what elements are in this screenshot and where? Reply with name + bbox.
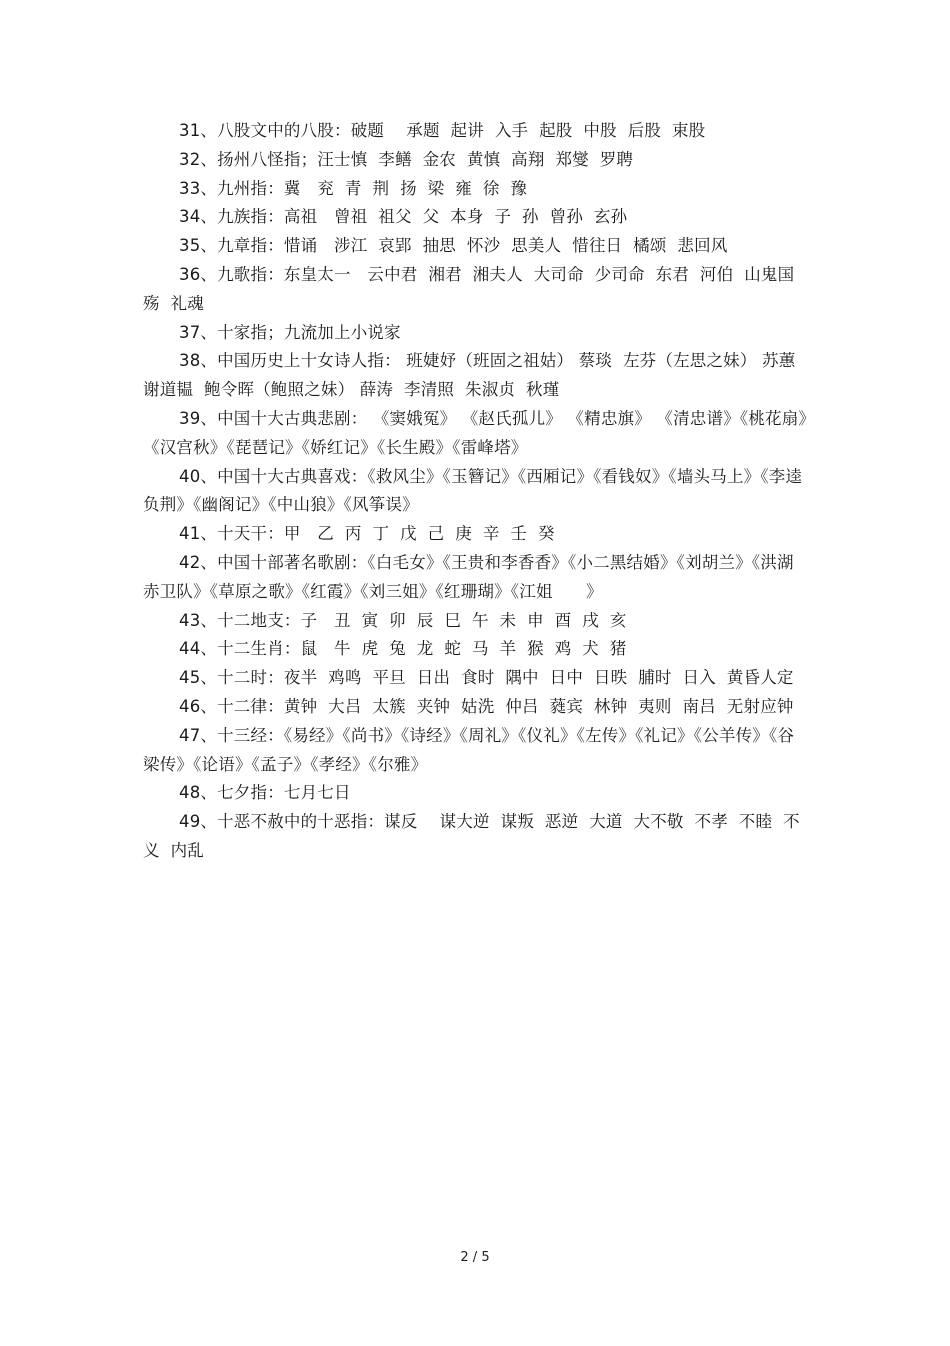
list-item: 44、十二生肖：鼠 牛 虎 兔 龙 蛇 马 羊 猴 鸡 犬 猪 <box>179 639 627 659</box>
list-item: 46、十二律：黄钟 大吕 太簇 夹钟 姑洗 仲吕 蕤宾 林钟 夷则 南吕 无射应钟 <box>179 696 794 716</box>
list-item: 48、七夕指：七月七日 <box>179 783 351 803</box>
page-number: 2 / 5 <box>460 1250 490 1265</box>
list-item: 35、九章指：惜诵 涉江 哀郢 抽思 怀沙 思美人 惜往日 橘颂 悲回风 <box>179 236 728 256</box>
list-item: 47、十三经：《易经》《尚书》《诗经》《周礼》《仪礼》《左传》《礼记》《公羊传》《谷梁传》《论语》《孟子》《孝经》《尔雅》 <box>143 725 795 774</box>
list-item: 40、中国十大古典喜戏：《救风尘》《玉簪记》《西厢记》《看钱奴》《墙头马上》《李逵负荆》《幽阁记》《中山狼》《风筝误》 <box>143 466 803 515</box>
list-item: 31、八股文中的八股：破题 承题 起讲 入手 起股 中股 后股 束股 <box>179 121 706 140</box>
list-item: 39、中国十大古典悲剧： 《窦娥冤》 《赵氏孤儿》 《精忠旗》 《清忠谱》《桃花扇》《汉宫秋》《琵琶记》《娇红记》《长生殿》《雷峰塔》 <box>143 408 807 457</box>
list-item: 43、十二地支：子 丑 寅 卯 辰 巳 午 未 申 酉 戌 亥 <box>179 610 627 630</box>
list-item: 38、中国历史上十女诗人指： 班婕妤（班固之祖姑） 蔡琰 左芬（左思之妹） 苏蕙谢道韫 鲍令晖（鲍照之妹） 薛涛 李清照 朱淑贞 秋瑾 <box>143 351 796 400</box>
list-item: 49、十恶不赦中的十恶指：谋反 谋大逆 谋叛 恶逆 大道 大不敬 不孝 不睦 不义 内乱 <box>143 812 800 860</box>
document-body <box>143 117 807 866</box>
list-item: 33、九州指：冀 兖 青 荆 扬 梁 雍 徐 豫 <box>179 178 528 198</box>
list-item: 41、十天干：甲 乙 丙 丁 戊 己 庚 辛 壬 癸 <box>179 524 555 544</box>
list-item: 37、十家指；九流加上小说家 <box>179 322 401 342</box>
list-item: 34、九族指：高祖 曾祖 祖父 父 本身 子 孙 曾孙 玄孙 <box>179 207 628 227</box>
list-item: 45、十二时：夜半 鸡鸣 平旦 日出 食时 隅中 日中 日昳 脯时 日入 黄昏人定 <box>179 668 794 688</box>
list-item: 32、扬州八怪指；汪士慎 李鳝 金农 黄慎 高翔 郑燮 罗聘 <box>179 149 634 169</box>
list-item: 36、九歌指：东皇太一 云中君 湘君 湘夫人 大司命 少司命 东君 河伯 山鬼国殇 礼魂 <box>143 264 795 313</box>
list-item: 42、中国十部著名歌剧：《白毛女》《王贵和李香香》《小二黑结婚》《刘胡兰》《洪湖赤卫队》《草原之歌》《红霞》《刘三姐》《红珊瑚》《江姐 》 <box>143 552 794 601</box>
